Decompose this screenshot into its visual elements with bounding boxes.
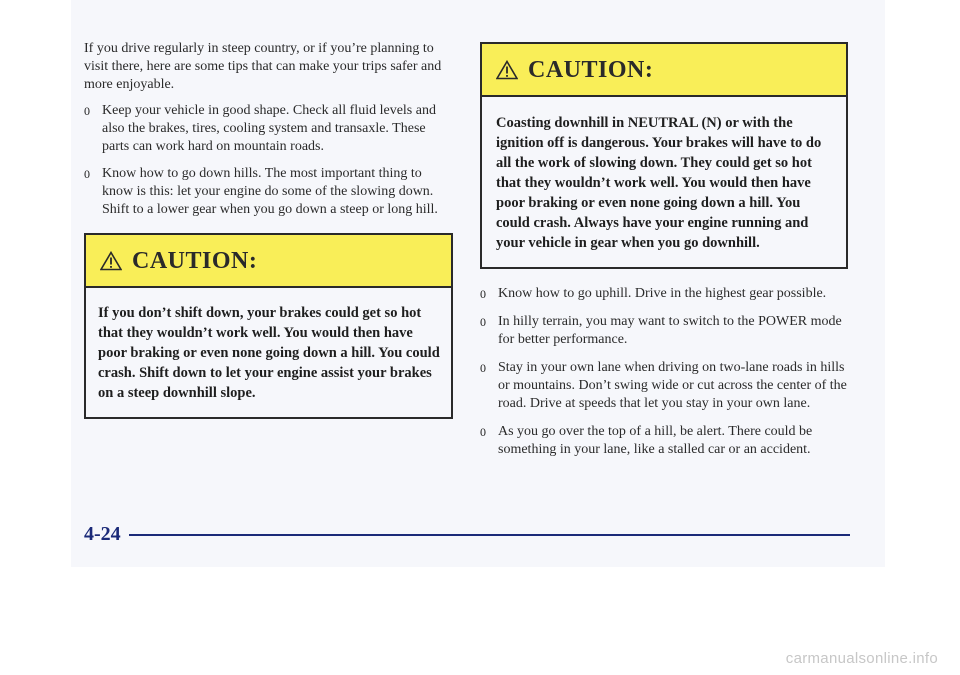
page-footer (84, 521, 850, 547)
page-number: 4-24 (84, 522, 121, 545)
bullet-marker: 0 (84, 104, 90, 118)
caution-text: Coasting downhill in NEUTRAL (N) or with the ignition off is dangerous. Your brakes will have to do all the work of slowing down. They could get so hot that they wouldn’t work well. You would then have poor braking or even none going down a hill. You could crash. Always have your engine running and your vehicle in gear when you go downhill. (496, 115, 822, 251)
caution-header (482, 44, 846, 97)
left-column (84, 40, 454, 419)
bullet-marker: 0 (84, 167, 90, 181)
list-item (480, 313, 850, 349)
warning-triangle-icon (100, 251, 122, 271)
caution-title: CAUTION: (132, 247, 258, 274)
list-item-text: Keep your vehicle in good shape. Check all fluid levels and also the brakes, tires, cooling system and transaxle. These parts can work hard on mountain roads. (102, 103, 436, 154)
footer-rule (129, 534, 850, 536)
bullet-marker: 0 (480, 315, 486, 329)
caution-box-left (84, 233, 453, 419)
list-item (84, 165, 454, 219)
list-item (480, 285, 850, 303)
caution-header (86, 235, 451, 288)
list-item-text: In hilly terrain, you may want to switch to the POWER mode for better performance. (498, 314, 842, 347)
list-item (84, 102, 454, 156)
list-item-text: Know how to go uphill. Drive in the highest gear possible. (498, 286, 827, 301)
list-item-text: Know how to go down hills. The most important thing to know is this: let your engine do some of the slowing down. Shift to a lower gear when you go down a steep or long hill. (102, 166, 438, 217)
caution-title: CAUTION: (528, 56, 654, 83)
list-item (480, 423, 850, 459)
bullet-marker: 0 (480, 287, 486, 301)
list-item-text: Stay in your own lane when driving on two-lane roads in hills or mountains. Don’t swing wide or cut across the center of the road. Drive at speeds that let you stay in your own lane. (498, 360, 847, 411)
right-column (480, 40, 850, 469)
watermark-text: carmanualsonline.info (785, 650, 938, 667)
list-item (480, 359, 850, 413)
bullet-marker: 0 (480, 425, 486, 439)
warning-triangle-icon (496, 60, 518, 80)
caution-box-right (480, 42, 848, 269)
intro-paragraph: If you drive regularly in steep country, or if you’re planning to visit there, here are some tips that can make your trips safer and more enjoyable. (84, 41, 442, 92)
caution-text: If you don’t shift down, your brakes could get so hot that they wouldn’t work well. You would then have poor braking or even none going down a hill. You could crash. Shift down to let your engine assist your brakes on a steep downhill slope. (98, 305, 440, 401)
list-item-text: As you go over the top of a hill, be alert. There could be something in your lane, like a stalled car or an accident. (498, 424, 813, 457)
tips-list (480, 285, 850, 459)
bullet-marker: 0 (480, 361, 486, 375)
